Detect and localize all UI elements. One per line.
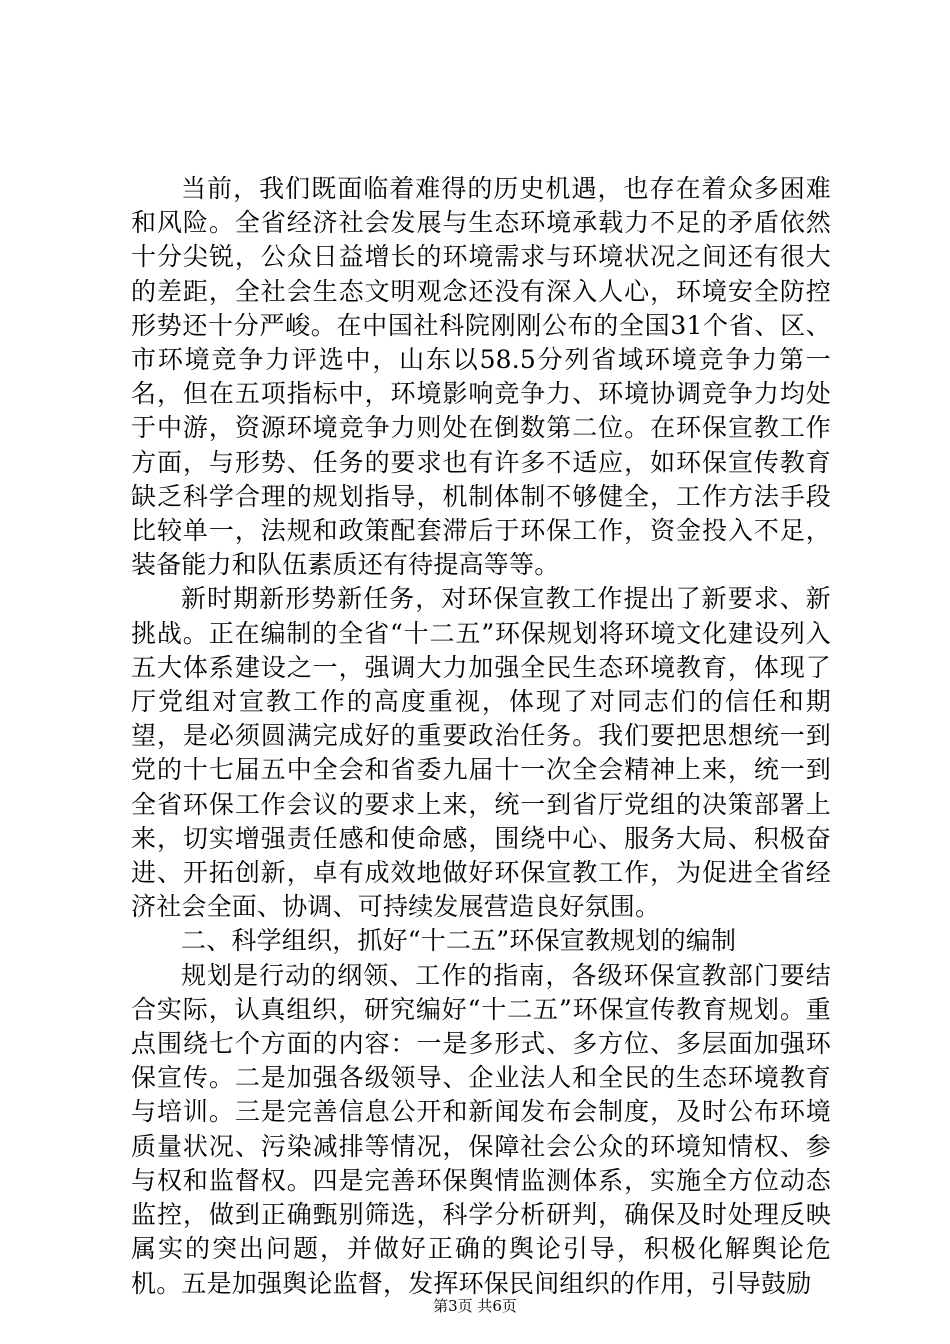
page-number-footer: 第3页 共6页 bbox=[433, 1297, 517, 1315]
paragraph-3: 规划是行动的纲领、工作的指南，各级环保宣教部门要结合实际，认真组织，研究编好“十二五”环保宣传教育规划。重点围绕七个方面的内容：一是多形式、多方位、多层面加强环保宣传。二是加强各级领导、企业法人和全民的生态环境教育与培训。三是完善信息公开和新闻发布会制度，及时公布环境质量状况、污染减排等情况，保障社会公众的环境知情权、参与权和监督权。四是完善环保舆情监测体系，实施全方位动态监控，做到正确甄别筛选，科学分析研判，确保及时处理反映属实的突出问题，并做好正确的舆论引导，积极化解舆论危机。五是加强舆论监督，发挥环保民间组织的作用，引导鼓励 bbox=[131, 960, 831, 1298]
paragraph-1: 当前，我们既面临着难得的历史机遇，也存在着众多困难和风险。全省经济社会发展与生态环境承载力不足的矛盾依然十分尖锐，公众日益增长的环境需求与环境状况之间还有很大的差距，全社会生态文明观念还没有深入人心，环境安全防控形势还十分严峻。在中国社科院刚刚公布的全国31个省、区、市环境竞争力评选中，山东以58.5分列省域环境竞争力第一名，但在五项指标中，环境影响竞争力、环境协调竞争力均处于中游，资源环境竞争力则处在倒数第二位。在环保宣教工作方面，与形势、任务的要求也有许多不适应，如环保宣传教育缺乏科学合理的规划指导，机制体制不够健全，工作方法手段比较单一，法规和政策配套滞后于环保工作，资金投入不足，装备能力和队伍素质还有待提高等等。 bbox=[131, 174, 831, 580]
paragraph-2: 新时期新形势新任务，对环保宣教工作提出了新要求、新挑战。正在编制的全省“十二五”环保规划将环境文化建设列入五大体系建设之一，强调大力加强全民生态环境教育，体现了厅党组对宣教工作的高度重视，体现了对同志们的信任和期望，是必须圆满完成好的重要政治任务。我们要把思想统一到党的十七届五中全会和省委九届十一次全会精神上来，统一到全省环保工作会议的要求上来，统一到省厅党组的决策部署上来，切实增强责任感和使命感，围绕中心、服务大局、积极奋进、开拓创新，卓有成效地做好环保宣教工作，为促进全省经济社会全面、协调、可持续发展营造良好氛围。 bbox=[131, 584, 831, 922]
document-body bbox=[131, 172, 831, 1301]
section-heading: 二、科学组织，抓好“十二五”环保宣教规划的编制 bbox=[181, 926, 737, 956]
